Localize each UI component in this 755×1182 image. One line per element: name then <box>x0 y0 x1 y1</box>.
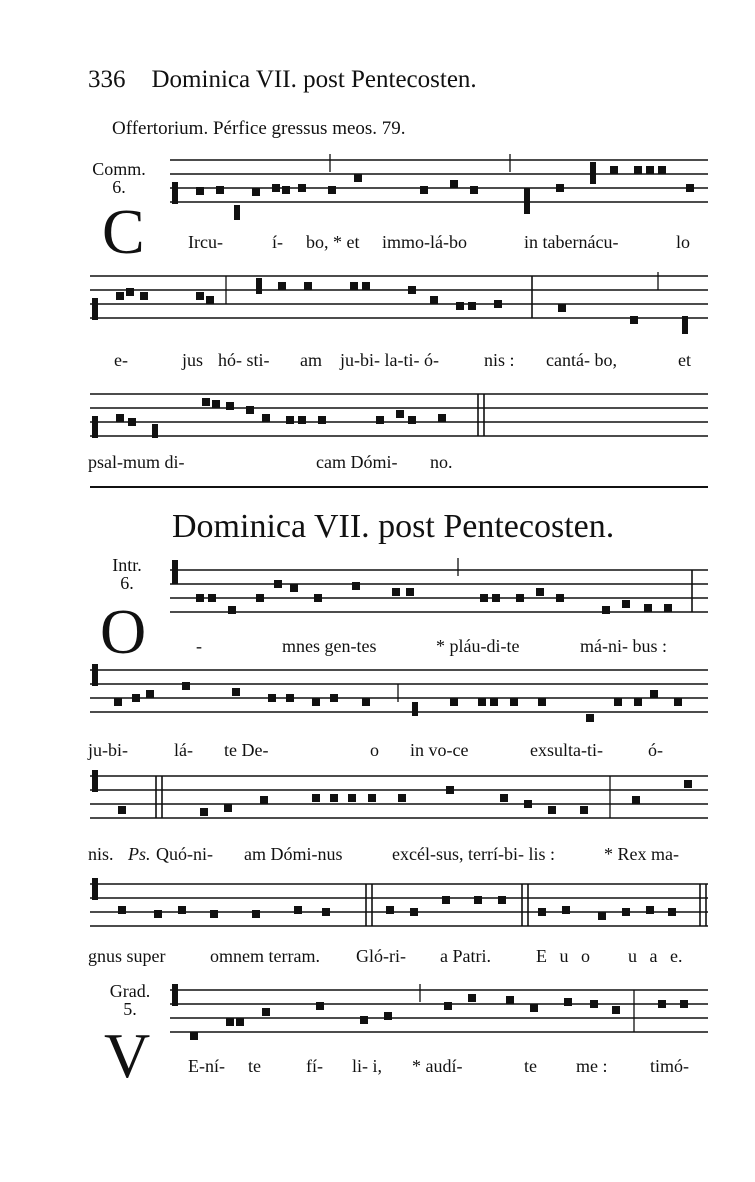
syllable: ju-bi- <box>88 740 128 760</box>
syllable: no. <box>430 452 453 472</box>
page-header <box>88 66 477 94</box>
communion-mode: 6. <box>112 177 126 197</box>
communion-initial: C <box>102 196 145 267</box>
syllable: í- <box>272 232 283 252</box>
syllable: jus <box>182 350 204 370</box>
syllable: gnus super <box>88 946 166 966</box>
communion-label: Comm. <box>92 159 146 179</box>
introit-staff-4 <box>90 880 710 940</box>
page-number: 336 <box>88 66 126 93</box>
syllable: lo <box>676 232 691 252</box>
syllable: o <box>370 740 379 760</box>
syllable: * pláu-di-te <box>436 636 520 656</box>
syllable: in tabernácu- <box>524 232 619 252</box>
communion-staff-2 <box>90 276 710 336</box>
syllable: et <box>678 350 691 370</box>
syllable: E u o <box>536 946 590 966</box>
syllable: ó- <box>648 740 663 760</box>
syllable: me : <box>576 1056 608 1076</box>
syllable: timó- <box>650 1056 689 1076</box>
syllable: omnem terram. <box>210 946 320 966</box>
gradual-label: Grad. <box>109 981 151 1001</box>
syllable: má-ni- bus : <box>580 636 667 656</box>
syllable: am <box>300 350 322 370</box>
communion-staff-3 <box>90 394 710 444</box>
communion-lyrics-2 <box>88 350 708 374</box>
syllable: fí- <box>306 1056 323 1076</box>
communion-lyrics-3 <box>88 452 708 476</box>
introit-staff-2 <box>90 670 710 730</box>
syllable: cantá- bo, <box>546 350 617 370</box>
syllable: - <box>196 636 202 656</box>
introit-staff-3 <box>90 772 710 832</box>
syllable: in vo-ce <box>410 740 469 760</box>
offertory-reference: Offertorium. Pérfice gressus meos. 79. <box>112 118 406 139</box>
gradual-staff-1 <box>170 984 710 1044</box>
syllable: a Patri. <box>440 946 491 966</box>
syllable: * Rex ma- <box>604 844 679 864</box>
syllable: * audí- <box>412 1056 463 1076</box>
introit-staff-1 <box>170 560 710 630</box>
syllable: li- i, <box>352 1056 382 1076</box>
introit-label: Intr. <box>112 555 142 575</box>
communion-lyrics-1 <box>188 232 708 256</box>
introit-lyrics-4 <box>88 946 708 970</box>
introit-lyrics-3 <box>88 844 708 868</box>
syllable: u a e. <box>628 946 683 966</box>
gradual-initial: V <box>104 1020 151 1091</box>
syllable: immo-lá-bo <box>382 232 467 252</box>
gradual-mode: 5. <box>123 999 137 1019</box>
communion-staff-1 <box>170 160 710 220</box>
syllable: te <box>524 1056 537 1076</box>
syllable: E-ní- <box>188 1056 225 1076</box>
syllable: e- <box>114 350 128 370</box>
gradual-lyrics-1 <box>188 1056 708 1080</box>
syllable: mnes gen-tes <box>282 636 377 656</box>
syllable: nis : <box>484 350 515 370</box>
section-title: Dominica VII. post Pentecosten. <box>172 508 615 545</box>
introit-mode: 6. <box>120 573 134 593</box>
syllable: nis. <box>88 844 114 864</box>
syllable: lá- <box>174 740 193 760</box>
syllable: ju-bi- la-ti- ó- <box>340 350 439 370</box>
syllable: cam Dómi- <box>316 452 398 472</box>
psalm-label: Ps. <box>128 844 151 864</box>
syllable: te De- <box>224 740 269 760</box>
syllable: psal-mum di- <box>88 452 185 472</box>
introit-lyrics-1 <box>170 636 710 660</box>
header-title: Dominica VII. post Pentecosten. <box>151 66 477 93</box>
syllable: am Dómi-nus <box>244 844 343 864</box>
syllable: bo, * et <box>306 232 360 252</box>
introit-initial: O <box>100 596 147 667</box>
syllable: exsulta-ti- <box>530 740 603 760</box>
syllable: Ircu- <box>188 232 223 252</box>
syllable: Gló-ri- <box>356 946 406 966</box>
syllable: Quó-ni- <box>156 844 213 864</box>
introit-lyrics-2 <box>88 740 708 764</box>
section-divider <box>90 486 708 488</box>
syllable: excél-sus, terrí-bi- lis : <box>392 844 555 864</box>
syllable: te <box>248 1056 261 1076</box>
syllable: hó- sti- <box>218 350 270 370</box>
